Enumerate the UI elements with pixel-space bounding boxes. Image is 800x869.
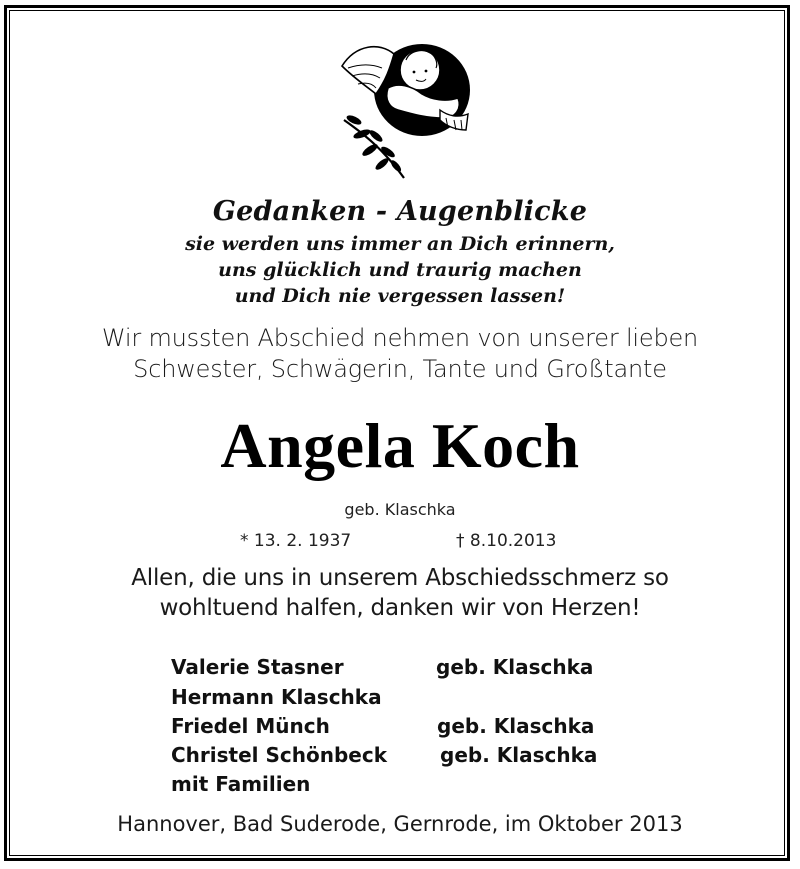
mourner-maiden-name: geb. Klaschka <box>440 743 598 767</box>
intro-line-2: Schwester, Schwägerin, Tante und Großtante <box>133 355 667 383</box>
mourner-maiden-name: geb. Klaschka <box>436 655 594 679</box>
mourner-name: mit Familien <box>171 772 311 796</box>
mourner-name: Christel Schönbeck <box>171 743 387 767</box>
deceased-name: Angela Koch <box>220 410 580 481</box>
poem-title: Gedanken - Augenblicke <box>212 196 588 227</box>
poem-line-1: sie werden uns immer an Dich erinnern, <box>185 233 615 255</box>
intro-line-1: Wir mussten Abschied nehmen von unserer lieben <box>101 324 699 352</box>
poem-line-3: und Dich nie vergessen lassen! <box>234 285 566 307</box>
thanks-line-1: Allen, die uns in unserem Abschiedsschmerz so <box>131 565 669 591</box>
deceased-maiden-name: geb. Klaschka <box>344 500 456 519</box>
poem-line-2: uns glücklich und traurig machen <box>218 259 582 281</box>
death-date: † 8.10.2013 <box>456 531 557 551</box>
angel-icon <box>336 38 476 180</box>
mourner-name: Hermann Klaschka <box>171 685 382 709</box>
thanks-line-2: wohltuend halfen, danken wir von Herzen! <box>159 595 641 621</box>
mourner-name: Valerie Stasner <box>171 655 344 679</box>
birth-date: * 13. 2. 1937 <box>240 531 352 551</box>
mourner-name: Friedel Münch <box>171 714 330 738</box>
mourner-maiden-name: geb. Klaschka <box>437 714 595 738</box>
place-and-date-footer: Hannover, Bad Suderode, Gernrode, im Oktober 2013 <box>117 812 683 836</box>
